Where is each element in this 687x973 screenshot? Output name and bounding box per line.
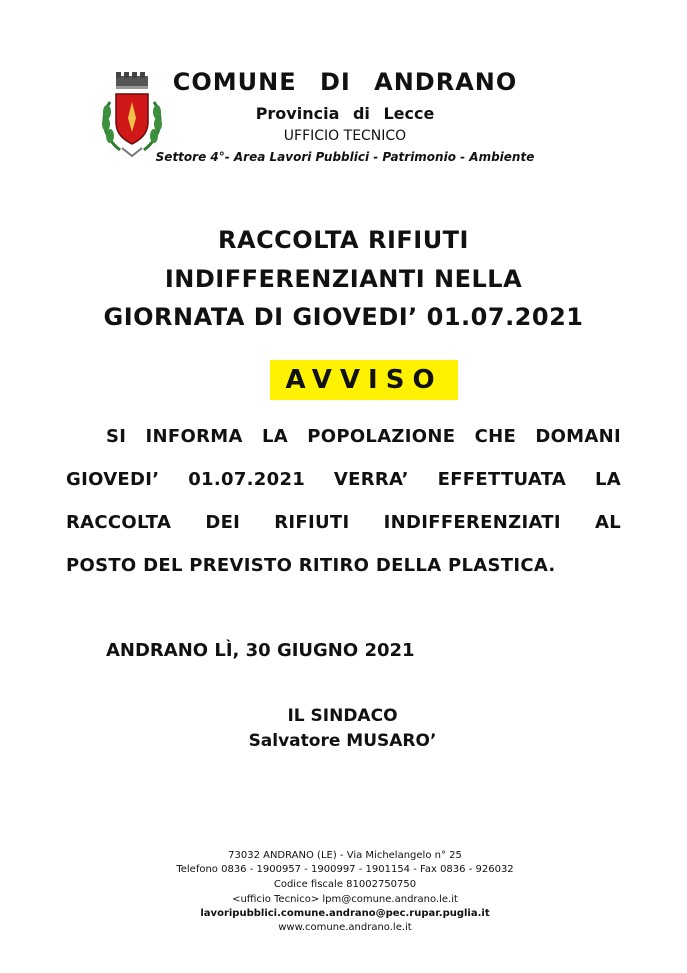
footer-codice-fiscale: Codice fiscale 81002750750 (273, 879, 417, 890)
coat-of-arms-icon (98, 72, 166, 158)
headline-line-1: RACCOLTA RIFIUTI (218, 226, 469, 254)
body-line-3: RACCOLTA DEI RIFIUTI INDIFFERENZIATI AL (66, 512, 621, 533)
signatory-title: IL SINDACO (287, 706, 398, 726)
body-line-2: GIOVEDI’ 01.07.2021 VERRA’ EFFETTUATA LA (66, 469, 621, 490)
body-line-1: SI INFORMA LA POPOLAZIONE CHE DOMANI (106, 426, 621, 447)
avviso-label: AVVISO (285, 365, 443, 395)
footer-phone: Telefono 0836 - 1900957 - 1900997 - 1901154 - Fax 0836 - 926032 (176, 864, 514, 875)
footer-pec-link[interactable]: lavoripubblici.comune.andrano@pec.rupar.puglia.it (200, 908, 490, 919)
signatory-name: Salvatore MUSARO’ (248, 731, 437, 751)
footer-email: <ufficio Tecnico> lpm@comune.andrano.le.it (232, 894, 458, 905)
headline-line-2: INDIFFERENZIANTI NELLA (164, 265, 523, 293)
headline-line-3: GIORNATA DI GIOVEDI’ 01.07.2021 (103, 303, 584, 331)
body-line-4: POSTO DEL PREVISTO RITIRO DELLA PLASTICA. (66, 555, 556, 576)
province-line: Provincia di Lecce (255, 104, 435, 123)
footer-website-link[interactable]: www.comune.andrano.le.it (278, 922, 412, 933)
municipality-title: COMUNE DI ANDRANO (172, 68, 518, 96)
sector-line: Settore 4°- Area Lavori Pubblici - Patrimonio - Ambiente (155, 150, 535, 164)
office-line: UFFICIO TECNICO (283, 128, 407, 144)
avviso-highlight (270, 360, 458, 400)
footer-address: 73032 ANDRANO (LE) - Via Michelangelo n° 25 (228, 850, 462, 861)
place-date-line: ANDRANO LÌ, 30 GIUGNO 2021 (106, 640, 415, 661)
